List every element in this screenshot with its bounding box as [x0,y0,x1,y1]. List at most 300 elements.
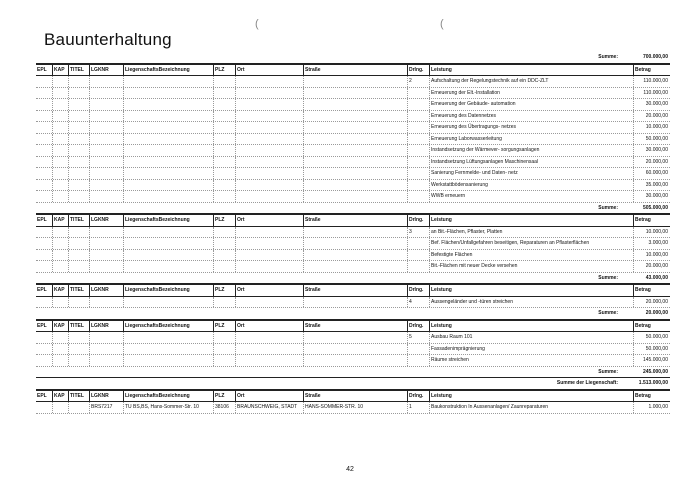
cell-leis: Bit.-Flächen mit neuer Decke versehen [429,261,633,272]
cell-plz [213,99,235,110]
cell-bez [123,261,213,272]
table-row [36,168,670,180]
summary-label: Summe: [598,310,618,316]
summary-label: Summe: [598,274,618,281]
cell-titel [68,344,89,355]
cell-epl [36,250,52,261]
cell-betr: 20.000,00 [633,157,670,168]
cell-str [303,297,407,308]
block-summary-row [36,203,670,215]
cell-bez: LiegenschaftsBezeichnung [123,391,213,402]
cell-betr: Betrag [633,391,670,402]
cell-ort [235,168,303,179]
cell-bez [123,191,213,202]
cell-drng [407,344,429,355]
cell-plz [213,332,235,343]
cell-lgknr [89,134,123,145]
cell-betr: 20.000,00 [633,111,670,122]
cell-drng [407,355,429,366]
cell-lgknr [89,332,123,343]
cell-leis: Leistung [429,321,633,332]
cell-titel: TITEL [68,321,89,332]
cell-ort [235,355,303,366]
cell-lgknr [89,191,123,202]
block-summary-row [36,273,670,285]
cell-kap [52,355,68,366]
cell-betr: 30.000,00 [633,145,670,156]
cell-bez [123,76,213,87]
cell-betr: 50.000,00 [633,332,670,343]
cell-titel [68,111,89,122]
cell-kap [52,191,68,202]
cell-ort [235,88,303,99]
cell-epl [36,88,52,99]
cell-betr: Betrag [633,65,670,76]
table-row [36,250,670,262]
cell-betr: 10.000,00 [633,250,670,261]
cell-titel [68,227,89,238]
scan-mark: ( [440,18,444,30]
cell-epl [36,180,52,191]
cell-leis: an Bit.-Flächen, Pflaster, Platten [429,227,633,238]
table-header-row [36,214,670,227]
property-summary-row [36,378,670,390]
cell-plz [213,122,235,133]
cell-epl [36,191,52,202]
cell-drng [407,168,429,179]
cell-drng: 1 [407,402,429,413]
cell-drng [407,180,429,191]
table-row [36,122,670,134]
cell-epl [36,332,52,343]
cell-str [303,134,407,145]
cell-titel [68,355,89,366]
cell-kap [52,297,68,308]
cell-titel [68,76,89,87]
cell-betr: 60.000,00 [633,168,670,179]
cell-bez [123,99,213,110]
cell-str [303,227,407,238]
cell-titel: TITEL [68,65,89,76]
cell-kap [52,180,68,191]
cell-leis: Aussengeländer und -türen streichen [429,297,633,308]
table-row [36,344,670,356]
cell-epl [36,122,52,133]
cell-epl: EPL [37,322,47,329]
cell-leis: Erneuerung des Übertragungs- netzes [429,122,633,133]
cell-lgknr: LGKNR [89,321,123,332]
cell-leis: Leistung [429,65,633,76]
table-header-row [36,320,670,333]
cell-bez [123,157,213,168]
cell-lgknr [89,250,123,261]
cell-bez [123,122,213,133]
cell-str [303,157,407,168]
cell-epl: EPL [37,217,47,223]
cell-plz [213,168,235,179]
cell-titel [68,238,89,249]
cell-titel [68,191,89,202]
cell-epl [36,99,52,110]
cell-epl [36,238,52,249]
cell-kap [52,122,68,133]
cell-kap [52,238,68,249]
cell-kap: KAP [52,391,68,402]
cell-epl: EPL [37,66,47,73]
cell-leis: Erneuerung des Datennetzes [429,111,633,122]
cell-bez [123,250,213,261]
cell-titel [68,122,89,133]
cell-drng [407,122,429,133]
cell-ort [235,250,303,261]
cell-betr: 43.000,00 [645,274,668,281]
cell-titel [68,297,89,308]
cell-str [303,88,407,99]
cell-str [303,122,407,133]
cell-lgknr: LGKNR [89,215,123,226]
cell-kap [52,402,68,413]
cell-epl [36,76,52,87]
cell-bez [123,227,213,238]
cell-drng: 4 [407,297,429,308]
cell-betr: Betrag [633,285,670,296]
cell-titel [68,180,89,191]
cell-plz [213,227,235,238]
cell-titel [68,250,89,261]
cell-drng [407,238,429,249]
cell-kap [52,332,68,343]
cell-bez [123,168,213,179]
table-row [36,402,670,414]
cell-betr: 700.000,00 [642,54,668,60]
cell-lgknr [89,355,123,366]
cell-bez [123,145,213,156]
cell-str [303,250,407,261]
cell-ort [235,191,303,202]
table-row [36,76,670,88]
cell-titel [68,402,89,413]
cell-leis: Leistung [429,285,633,296]
cell-titel [68,99,89,110]
cell-betr: Betrag [633,321,670,332]
cell-lgknr [89,297,123,308]
summary-label: Summe: [598,368,618,375]
cell-bez: TU BS,BS, Hans-Sommer-Str. 10 [123,402,213,413]
cell-betr: 20.000,00 [633,261,670,272]
cell-lgknr [89,111,123,122]
table-row [36,191,670,203]
cell-betr: 10.000,00 [633,227,670,238]
cell-str [303,76,407,87]
cell-betr: 145.000,00 [633,355,670,366]
table-row [36,297,670,309]
scan-mark: ( [255,18,259,30]
cell-leis: Werkstattbödensanierung [429,180,633,191]
cell-drng: 2 [407,76,429,87]
cell-drng [407,88,429,99]
table-row [36,157,670,169]
cell-bez [123,180,213,191]
cell-drng [407,99,429,110]
cell-drng: Drlng. [407,285,429,296]
cell-lgknr [89,180,123,191]
cell-lgknr: LGKNR [89,391,123,402]
cell-titel [68,157,89,168]
cell-lgknr [89,122,123,133]
cell-plz: 38106 [213,402,235,413]
cell-kap: KAP [52,321,68,332]
cell-drng: Drlng. [407,321,429,332]
cell-lgknr [89,238,123,249]
cell-drng [407,134,429,145]
cell-epl [36,111,52,122]
cell-epl [36,344,52,355]
cell-ort [235,227,303,238]
cell-leis: Ausbau Raum 101 [429,332,633,343]
cell-lgknr [89,99,123,110]
cell-kap [52,344,68,355]
block-summary-row [36,308,670,320]
cell-plz [213,355,235,366]
cell-plz [213,344,235,355]
cell-ort [235,180,303,191]
cell-kap [52,145,68,156]
cell-bez [123,134,213,145]
cell-kap [52,250,68,261]
cell-ort [235,134,303,145]
cell-plz [213,111,235,122]
cell-epl [36,355,52,366]
cell-kap: KAP [52,285,68,296]
summary-label: Summe der Liegenschaft: [556,380,618,386]
cell-leis: Erneuerung Laborwasserleitung [429,134,633,145]
cell-plz [213,238,235,249]
cell-titel [68,261,89,272]
cell-str [303,344,407,355]
cell-lgknr [89,157,123,168]
cell-leis: Instandsetzung der Wärmever- sorgungsanlagen [429,145,633,156]
cell-bez: LiegenschaftsBezeichnung [123,65,213,76]
cell-bez [123,355,213,366]
cell-ort [235,261,303,272]
cell-kap [52,76,68,87]
cell-leis: Sanierung Fernmelde- und Daten- netz [429,168,633,179]
cell-ort: Ort [235,215,303,226]
table-row [36,261,670,273]
cell-titel [68,134,89,145]
cell-leis: Erneuerung der Elt.-Installation [429,88,633,99]
cell-str: Straße [303,65,407,76]
cell-str: HANS-SOMMER-STR. 10 [303,402,407,413]
cell-leis: Fassadenimprägnierung [429,344,633,355]
cell-plz [213,191,235,202]
cell-leis: Räume streichen [429,355,633,366]
cell-betr: Betrag [633,215,670,226]
cell-betr: 50.000,00 [633,344,670,355]
cell-betr: 110.000,00 [633,88,670,99]
cell-kap [52,134,68,145]
cell-ort [235,238,303,249]
cell-plz [213,157,235,168]
table-row [36,145,670,157]
cell-epl [36,297,52,308]
cell-ort [235,332,303,343]
cell-leis: Instandsetzung Lüftungsanlagen Maschinensaal [429,157,633,168]
cell-kap [52,111,68,122]
cell-kap [52,157,68,168]
cell-plz [213,250,235,261]
cell-betr: 1.513.000,00 [638,380,668,386]
cell-lgknr [89,168,123,179]
cell-kap [52,88,68,99]
cell-drng: 3 [407,227,429,238]
cell-drng [407,157,429,168]
table-header-row [36,390,670,403]
table-row [36,355,670,367]
cell-lgknr [89,145,123,156]
cell-drng [407,250,429,261]
budget-table [36,52,670,414]
cell-ort [235,99,303,110]
cell-betr: 30.000,00 [633,191,670,202]
cell-leis: Baukonstruktion In Aussenanlagen/ Zaunreparaturen [429,402,633,413]
cell-epl [36,227,52,238]
cell-bez: LiegenschaftsBezeichnung [123,215,213,226]
cell-lgknr: BRS7217 [89,402,123,413]
cell-lgknr [89,227,123,238]
cell-plz: PLZ [213,285,235,296]
table-header-row [36,64,670,77]
cell-epl [36,134,52,145]
page-number: 42 [346,466,354,473]
cell-betr: 1.000,00 [633,402,670,413]
cell-plz [213,145,235,156]
cell-plz [213,180,235,191]
cell-lgknr [89,88,123,99]
cell-leis: Leistung [429,391,633,402]
cell-kap [52,99,68,110]
cell-str: Straße [303,391,407,402]
cell-ort: Ort [235,391,303,402]
cell-kap: KAP [52,65,68,76]
cell-plz: PLZ [213,65,235,76]
cell-betr: 50.000,00 [633,134,670,145]
cell-bez [123,297,213,308]
cell-titel: TITEL [68,285,89,296]
cell-drng: 5 [407,332,429,343]
cell-titel [68,145,89,156]
cell-leis: WWB erneuern [429,191,633,202]
cell-ort [235,122,303,133]
cell-betr: 35.000,00 [633,180,670,191]
cell-leis: Bef. Flächen/Unfallgefahren beseitigen, Reparaturen an Pflasterflächen [429,238,633,249]
cell-bez [123,332,213,343]
table-row [36,332,670,344]
table-row [36,227,670,239]
cell-lgknr [89,261,123,272]
cell-lgknr: LGKNR [89,285,123,296]
cell-betr: 110.000,00 [633,76,670,87]
cell-bez [123,238,213,249]
cell-titel [68,168,89,179]
cell-kap: KAP [52,215,68,226]
cell-ort: Ort [235,321,303,332]
cell-ort: Ort [235,285,303,296]
table-row [36,238,670,250]
cell-lgknr [89,344,123,355]
cell-epl [36,168,52,179]
cell-str: Straße [303,321,407,332]
table-row [36,134,670,146]
cell-betr: 3.000,00 [633,238,670,249]
cell-kap [52,227,68,238]
cell-titel: TITEL [68,215,89,226]
table-row [36,99,670,111]
cell-drng: Drlng. [407,391,429,402]
cell-leis: Befestigte Flächen [429,250,633,261]
cell-betr: 505.000,00 [642,204,668,211]
cell-bez: LiegenschaftsBezeichnung [123,285,213,296]
cell-ort [235,76,303,87]
cell-ort [235,297,303,308]
cell-ort [235,145,303,156]
cell-str [303,99,407,110]
cell-epl [36,261,52,272]
cell-drng [407,191,429,202]
cell-plz [213,261,235,272]
cell-ort [235,111,303,122]
cell-bez [123,88,213,99]
cell-plz [213,297,235,308]
cell-epl [36,145,52,156]
cell-bez: LiegenschaftsBezeichnung [123,321,213,332]
summary-label: Summe: [598,204,618,211]
cell-titel: TITEL [68,391,89,402]
cell-str [303,168,407,179]
cell-ort [235,344,303,355]
cell-str [303,261,407,272]
cell-str [303,180,407,191]
table-row [36,111,670,123]
cell-drng [407,111,429,122]
cell-str [303,355,407,366]
table-row [36,180,670,192]
table-row [36,88,670,100]
cell-kap [52,261,68,272]
cell-betr: 30.000,00 [633,99,670,110]
cell-plz [213,88,235,99]
cell-betr: 245.000,00 [642,368,668,375]
cell-epl [36,157,52,168]
cell-titel [68,332,89,343]
cell-bez [123,111,213,122]
cell-plz [213,134,235,145]
cell-lgknr: LGKNR [89,65,123,76]
cell-str [303,238,407,249]
cell-leis: Erneuerung der Gebäude- automation [429,99,633,110]
top-summary-row [36,52,670,64]
cell-drng [407,145,429,156]
cell-leis: Aufschaltung der Regelungstechnik auf ein DDC-ZLT [429,76,633,87]
cell-str: Straße [303,285,407,296]
cell-plz: PLZ [213,321,235,332]
cell-plz [213,76,235,87]
cell-epl [36,402,52,413]
cell-plz: PLZ [213,391,235,402]
cell-drng: Drlng. [407,65,429,76]
block-summary-row [36,367,670,379]
cell-str [303,191,407,202]
